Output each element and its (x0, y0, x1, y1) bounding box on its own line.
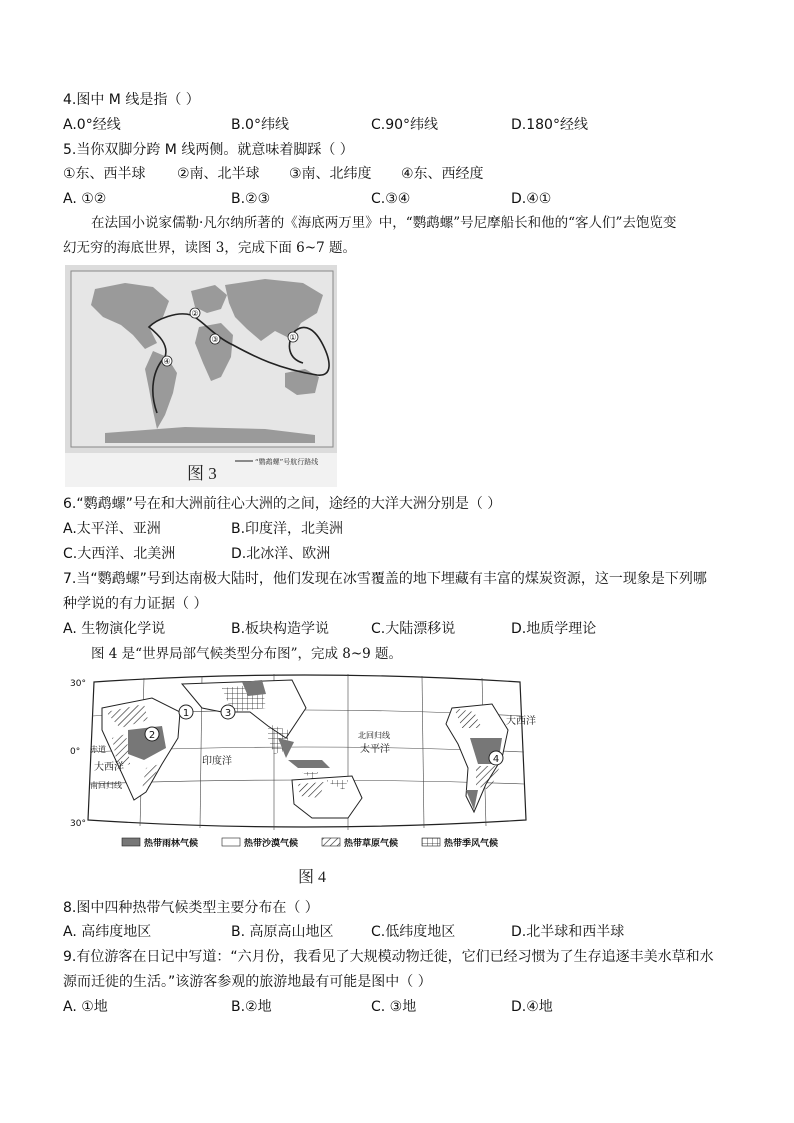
q8-option-c: C.低纬度地区 (371, 924, 456, 940)
passage2-line1: 图 4 是“世界局部气候类型分布图”，完成 8~9 题。 (91, 646, 403, 662)
figure-3-map (65, 265, 337, 487)
q9-option-c: C. ③地 (371, 999, 417, 1015)
fig3-marker-3: ③ (211, 335, 219, 344)
fig3-caption: 图 3 (187, 464, 217, 483)
q5-option-c: C.③④ (371, 191, 411, 207)
fig4-tropic-south-label: 南回归线 (90, 781, 122, 790)
fig4-legend-monsoon: 热带季风气候 (444, 839, 499, 849)
q4-stem: 4.图中 M 线是指（ ） (63, 92, 200, 108)
fig4-legend-savanna: 热带草原气候 (344, 839, 399, 849)
fig4-marker-2: 2 (148, 730, 156, 741)
fig4-indian-ocean-label: 印度洋 (202, 756, 232, 767)
fig3-marker-2: ② (191, 309, 199, 318)
q8-option-d: D.北半球和西半球 (511, 924, 625, 940)
q4-option-c: C.90°纬线 (371, 117, 439, 133)
q7-option-d: D.地质学理论 (511, 621, 597, 637)
q6-option-a: A.太平洋、亚洲 (63, 521, 161, 537)
fig3-legend: “鹦鹉螺”号航行路线 (255, 458, 319, 466)
fig4-marker-4: 4 (492, 754, 500, 765)
q5-option-d: D.④① (511, 191, 552, 207)
q8-option-b: B. 高原高山地区 (231, 924, 334, 940)
fig4-tropic-north-label: 北回归线 (358, 731, 390, 740)
fig3-marker-4: ④ (163, 357, 171, 366)
q5-item-1: ①东、西半球 (63, 166, 146, 182)
fig4-equator-label: 赤道 (90, 745, 106, 754)
q6-stem: 6.“鹦鹉螺”号在和大洲前往心大洲的之间，途经的大洋大洲分别是（ ） (63, 496, 502, 512)
fig3-marker-1: ① (289, 333, 297, 342)
fig4-lat-mid: 0° (70, 747, 81, 757)
fig4-legend-desert: 热带沙漠气候 (244, 839, 299, 849)
q8-stem: 8.图中四种热带气候类型主要分布在（ ） (63, 900, 319, 916)
q4-option-a: A.0°经线 (63, 117, 121, 133)
q6-option-b: B.印度洋，北美洲 (231, 521, 344, 537)
q5-item-3: ③南、北纬度 (289, 166, 372, 182)
fig4-atlantic-right-label: 大西洋 (506, 716, 536, 727)
q7-stem-line1: 7.当“鹦鹉螺”号到达南极大陆时，他们发现在冰雪覆盖的地下埋藏有丰富的煤炭资源，这一现象是下列哪 (63, 571, 707, 587)
q7-option-c: C.大陆漂移说 (371, 621, 456, 637)
q5-option-b: B.②③ (231, 191, 271, 207)
q7-option-b: B.板块构造学说 (231, 621, 330, 637)
fig4-lat-top: 30° (70, 679, 86, 689)
passage1-line2: 幻无穷的海底世界，读图 3，完成下面 6~7 题。 (63, 240, 356, 256)
q7-stem-line2: 种学说的有力证据（ ） (63, 596, 208, 612)
q4-option-b: B.0°纬线 (231, 117, 289, 133)
fig4-pacific-ocean-label: 太平洋 (360, 744, 390, 755)
q9-option-a: A. ①地 (63, 999, 108, 1015)
fig4-marker-3: 3 (224, 708, 232, 719)
fig4-lat-bottom: 30° (70, 819, 86, 829)
fig4-marker-1: 1 (182, 708, 190, 719)
fig4-caption: 图 4 (298, 869, 327, 886)
q9-option-b: B.②地 (231, 999, 272, 1015)
q9-stem-line2: 源而迁徙的生活。”该游客参观的旅游地最有可能是图中（ ） (63, 974, 432, 990)
fig4-atlantic-left-label: 大西洋 (94, 762, 124, 773)
figure-4-map (62, 668, 542, 890)
q5-item-4: ④东、西经度 (401, 166, 484, 182)
q7-option-a: A. 生物演化学说 (63, 621, 166, 637)
q9-option-d: D.④地 (511, 999, 553, 1015)
q5-option-a: A. ①② (63, 191, 107, 207)
passage1-line1: 在法国小说家儒勒·凡尔纳所著的《海底两万里》中，“鹦鹉螺”号尼摩船长和他的“客人们”去饱览变 (91, 215, 677, 231)
q5-stem: 5.当你双脚分跨 M 线两侧。就意味着脚踩（ ） (63, 142, 354, 158)
q6-option-c: C.大西洋、北美洲 (63, 546, 176, 562)
q9-stem-line1: 9.有位游客在日记中写道：“六月份，我看见了大规模动物迁徙，它们已经习惯为了生存追逐丰美水草和水 (63, 949, 714, 965)
fig4-legend-rainforest: 热带雨林气候 (144, 839, 199, 849)
q5-item-2: ②南、北半球 (177, 166, 260, 182)
q8-option-a: A. 高纬度地区 (63, 924, 152, 940)
q6-option-d: D.北冰洋、欧洲 (231, 546, 331, 562)
q4-option-d: D.180°经线 (511, 117, 588, 133)
